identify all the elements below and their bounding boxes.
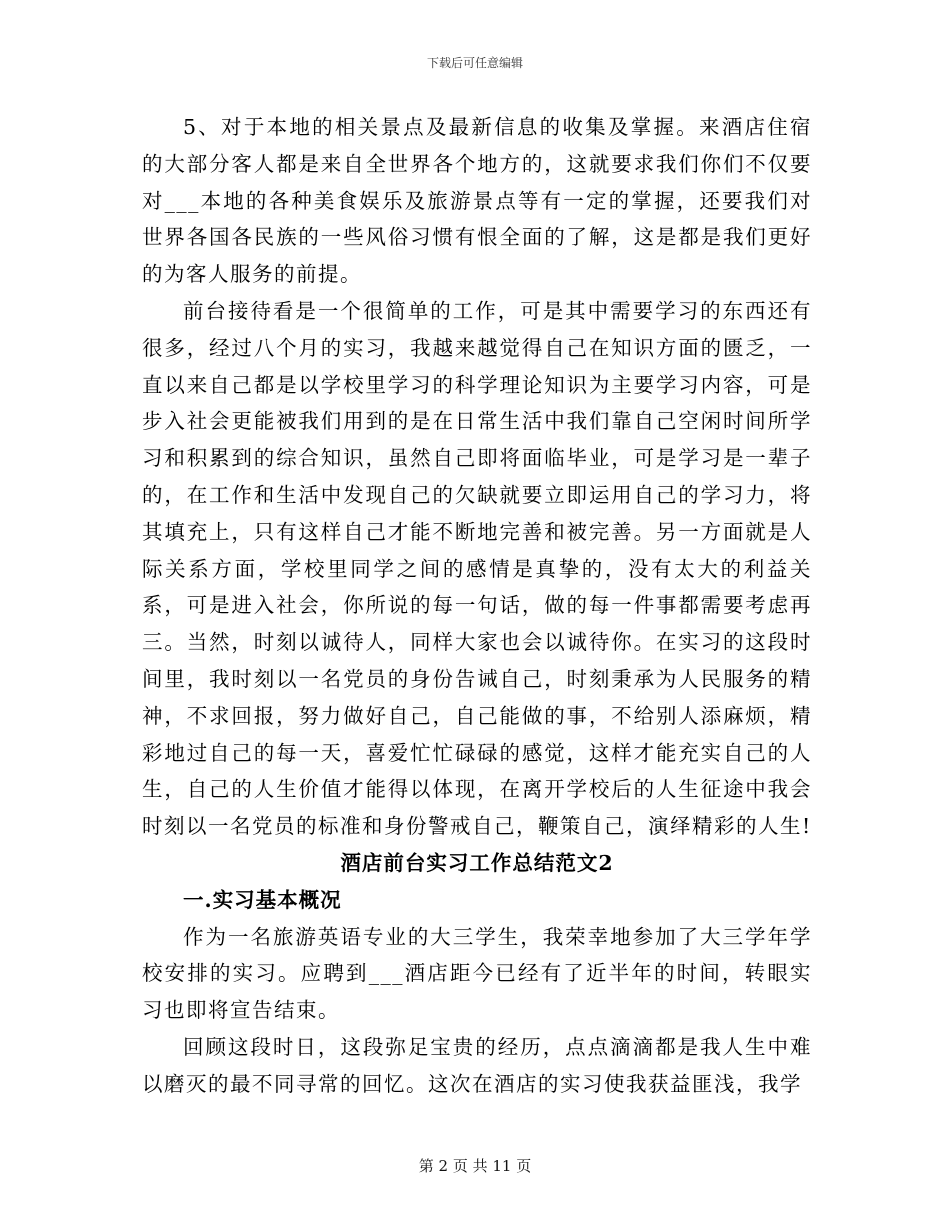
body-paragraph: 5、对于本地的相关景点及最新信息的收集及掌握。来酒店住宿的大部分客人都是来自全世界各个地方的，这就要求我们你们不仅要对___本地的各种美食娱乐及旅游景点等有一定的掌握，还要我们对世界各国各民族的一些风俗习惯有恨全面的了解，这是都是我们更好的为客人服务的前提。	[142, 115, 812, 287]
body-paragraph: 前台接待看是一个很简单的工作，可是其中需要学习的东西还有很多，经过八个月的实习，我越来越觉得自己在知识方面的匮乏，一直以来自己都是以学校里学习的科学理论知识为主要学习内容，可是步入社会更能被我们用到的是在日常生活中我们靠自己空闲时间所学习和积累到的综合知识，虽然自己即将面临毕业，可是学习是一辈子的，在工作和生活中发现自己的欠缺就要立即运用自己的学习力，将其填充上，只有这样自己才能不断地完善和被完善。另一方面就是人际关系方面，学校里同学之间的感情是真挚的，没有太大的利益关系，可是进入社会，你所说的每一句话，做的每一件事都需要考虑再三。当然，时刻以诚待人，同样大家也会以诚待你。在实习的这段时间里，我时刻以一名党员的身份告诫自己，时刻秉承为人民服务的精神，不求回报，努力做好自己，自己能做的事，不给别人添麻烦，精彩地过自己的每一天，喜爱忙忙碌碌的感觉，这样才能充实自己的人生，自己的人生价值才能得以体现，在离开学校后的人生征途中我会时刻以一名党员的标准和身份警戒自己，鞭策自己，演绎精彩的人生!	[142, 298, 812, 839]
document-title: 酒店前台实习工作总结范文2	[340, 850, 614, 875]
section-heading: 一.实习基本概况	[183, 887, 342, 912]
body-paragraph: 回顾这段时日，这段弥足宝贵的经历，点点滴滴都是我人生中难以磨灭的最不同寻常的回忆。这次在酒店的实习使我获益匪浅，我学	[142, 1034, 812, 1096]
body-paragraph: 作为一名旅游英语专业的大三学生，我荣幸地参加了大三学年学校安排的实习。应聘到___酒店距今已经有了近半年的时间，转眼实习也即将宣告结束。	[142, 924, 812, 1023]
page-footer: 第 2 页 共 11 页	[418, 1157, 532, 1175]
document-body	[142, 109, 812, 1103]
page-header: 下载后可任意编辑	[426, 56, 523, 70]
